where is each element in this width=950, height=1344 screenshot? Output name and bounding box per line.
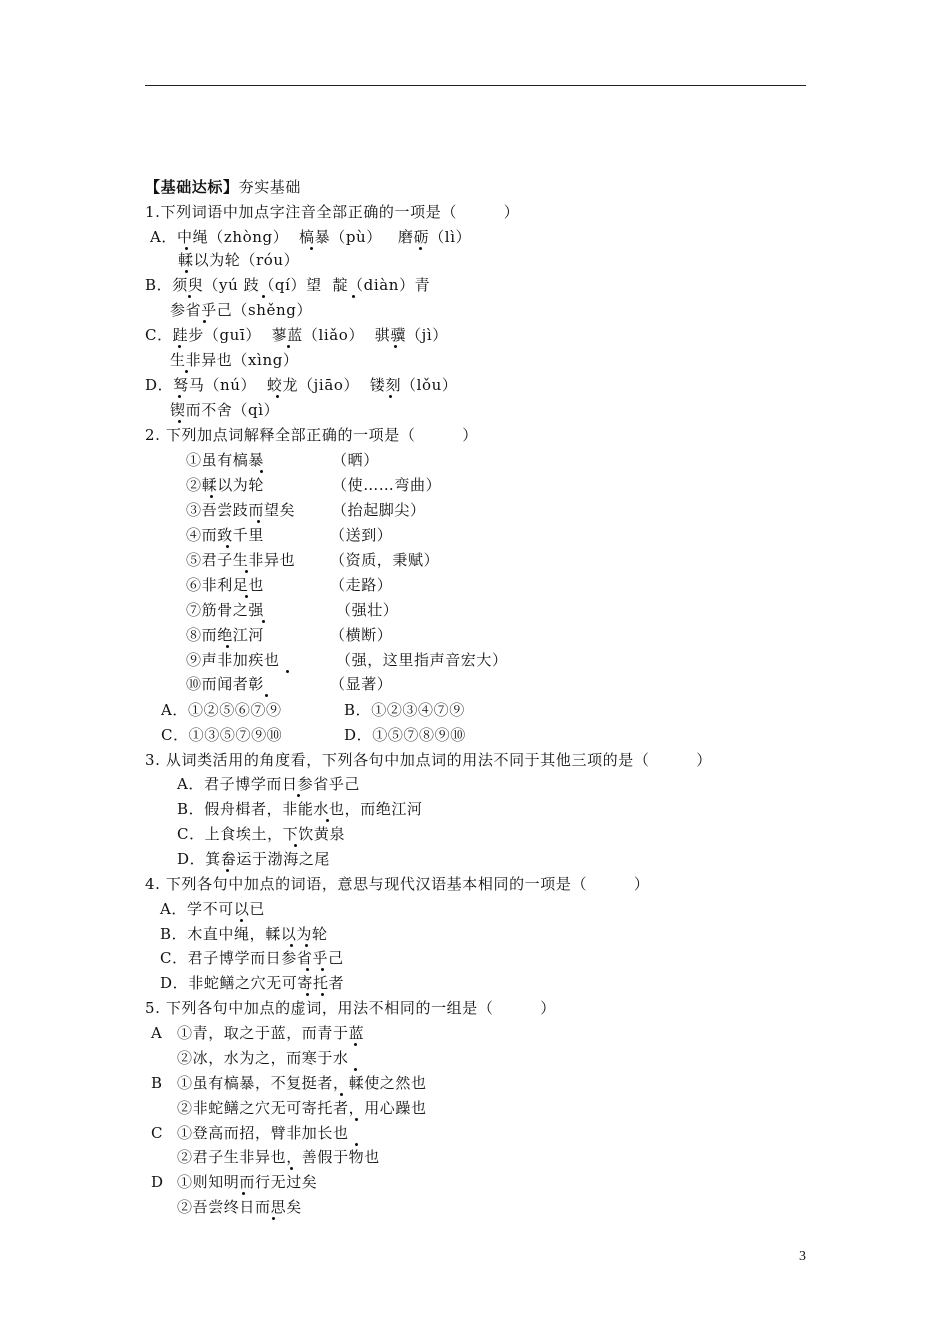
q2-item-text: ①虽有槁暴 (186, 451, 265, 469)
q2-option-d: D．①⑤⑦⑧⑨⑩ (344, 726, 466, 744)
emphasis-dot (257, 520, 260, 523)
emphasis-dot (185, 247, 188, 250)
q2-item-gloss: （强壮） (336, 601, 399, 619)
emphasis-dot (355, 1143, 358, 1146)
q4-option-c: C．君子博学而日参省乎己 (160, 949, 344, 967)
q2-item-text: ②輮以为轮 (186, 476, 265, 494)
section-heading (145, 177, 301, 197)
q1-option-b-line2: 参省乎己（shěng） (170, 301, 313, 319)
q2-item-text: ④而致千里 (186, 526, 265, 544)
q2-item-gloss: （横断） (330, 626, 393, 644)
emphasis-dot (419, 247, 422, 250)
emphasis-dot (262, 295, 265, 298)
q5-option-b-line2: ②非蛇鳝之穴无可寄托者，用心躁也 (177, 1099, 427, 1117)
q2-item-text: ⑨声非加疾也 (186, 651, 280, 669)
emphasis-dot (394, 345, 397, 348)
q2-item-gloss: （走路） (330, 576, 393, 594)
emphasis-dot (290, 944, 293, 947)
q5-option-label: C (151, 1124, 164, 1142)
emphasis-dot (245, 595, 248, 598)
emphasis-dot (310, 247, 313, 250)
emphasis-dot (203, 320, 206, 323)
emphasis-dot (321, 968, 324, 971)
emphasis-dot (294, 844, 297, 847)
q2-item-gloss: （送到） (330, 526, 393, 544)
q5-option-label: B (151, 1074, 163, 1092)
emphasis-dot (265, 694, 268, 697)
q3-option-d: D．箕畚运于渤海之尾 (177, 850, 331, 868)
emphasis-dot (290, 1167, 293, 1170)
q2-item-gloss: （资质，秉赋） (330, 551, 440, 569)
emphasis-dot (352, 295, 355, 298)
emphasis-dot (226, 645, 229, 648)
q3-option-c: C．上食埃土，下饮黄泉 (177, 825, 346, 843)
q2-item-gloss: （强，这里指声音宏大） (336, 651, 508, 669)
emphasis-dot (286, 670, 289, 673)
emphasis-dot (326, 819, 329, 822)
q2-item-text: ⑩而闻者彰 (186, 675, 265, 693)
emphasis-dot (272, 1217, 275, 1220)
emphasis-dot (185, 270, 188, 273)
emphasis-dot (321, 993, 324, 996)
emphasis-dot (354, 1068, 357, 1071)
q5-option-a-line2: ②冰，水为之，而寒于水 (177, 1049, 349, 1067)
emphasis-dot (276, 395, 279, 398)
emphasis-dot (226, 869, 229, 872)
q5-option-d-line2: ②吾尝终日而思矣 (177, 1198, 302, 1216)
q3-option-a: A．君子博学而日参省乎己 (177, 775, 361, 793)
q5-option-c-line1: ①登高而招，臂非加长也 (177, 1124, 349, 1142)
q4-option-d: D．非蛇鳝之穴无可寄托者 (160, 974, 345, 992)
q2-item-text: ⑤君子生非异也 (186, 551, 296, 569)
q1-option-c-line2: 生非异也（xìng） (170, 351, 299, 369)
q1-option-a-line1: A．中绳（zhòng） 槁暴（pù） 磨砺（lì） (150, 228, 472, 246)
section-subtitle: 夯实基础 (238, 178, 302, 196)
q2-option-b: B．①②③④⑦⑨ (344, 701, 465, 719)
emphasis-dot (306, 968, 309, 971)
emphasis-dot (210, 495, 213, 498)
q5-stem: 5. 下列各句中加点的虚词，用法不相同的一组是（ ） (145, 999, 556, 1017)
page-number: 3 (799, 1249, 806, 1264)
q5-option-a-line1: ①青，取之于蓝，而青于蓝 (177, 1024, 365, 1042)
q4-option-b: B．木直中绳，輮以为轮 (160, 925, 328, 943)
emphasis-dot (260, 470, 263, 473)
emphasis-dot (178, 345, 181, 348)
q2-item-text: ③吾尝跂而望矣 (186, 501, 296, 519)
q4-stem: 4. 下列各句中加点的词语，意思与现代汉语基本相同的一项是（ ） (145, 875, 650, 893)
q2-item-gloss: （晒） (332, 451, 379, 469)
q1-stem: 1.下列词语中加点字注音全部正确的一项是（ ） (145, 203, 520, 221)
q5-option-label: D (151, 1173, 164, 1191)
q2-option-c: C．①③⑤⑦⑨⑩ (161, 726, 283, 744)
q1-option-c-line1: C．跬步（guī） 蓼蓝（liǎo） 骐骥（jì） (145, 326, 448, 344)
emphasis-dot (354, 1043, 357, 1046)
q5-option-label: A (151, 1024, 163, 1042)
q2-item-gloss: （抬起脚尖） (332, 501, 426, 519)
emphasis-dot (245, 570, 248, 573)
emphasis-dot (188, 295, 191, 298)
q4-option-a: A．学不可以已 (160, 900, 266, 918)
emphasis-dot (287, 345, 290, 348)
emphasis-dot (242, 1192, 245, 1195)
emphasis-dot (240, 919, 243, 922)
q1-option-d-line1: D．驽马（nú） 蛟龙（jiāo） 镂刻（lǒu） (145, 376, 458, 394)
q1-option-d-line2: 锲而不舍（qì） (170, 401, 280, 419)
emphasis-dot (226, 545, 229, 548)
emphasis-dot (389, 395, 392, 398)
q5-option-c-line2: ②君子生非异也，善假于物也 (177, 1148, 380, 1166)
q2-item-gloss: （显著） (330, 675, 393, 693)
emphasis-dot (185, 370, 188, 373)
emphasis-dot (340, 1093, 343, 1096)
q5-option-b-line1: ①虽有槁暴，不复挺者，輮使之然也 (177, 1074, 427, 1092)
header-rule (145, 85, 806, 86)
emphasis-dot (306, 993, 309, 996)
emphasis-dot (305, 944, 308, 947)
q5-option-d-line1: ①则知明而行无过矣 (177, 1173, 318, 1191)
q2-option-a: A．①②⑤⑥⑦⑨ (161, 701, 282, 719)
emphasis-dot (178, 420, 181, 423)
q2-item-text: ⑥非利足也 (186, 576, 265, 594)
q2-stem: 2. 下列加点词解释全部正确的一项是（ ） (145, 426, 478, 444)
q3-stem: 3. 从词类活用的角度看，下列各句中加点词的用法不同于其他三项的是（ ） (145, 751, 712, 769)
q2-item-text: ⑦筋骨之强 (186, 601, 265, 619)
q1-option-a-line2: 輮以为轮（róu） (178, 251, 300, 269)
emphasis-dot (262, 620, 265, 623)
q1-option-b-line1: B．须臾（yú 跂（qí）望 靛（diàn）青 (145, 276, 431, 294)
emphasis-dot (178, 395, 181, 398)
emphasis-dot (297, 794, 300, 797)
q3-option-b: B．假舟楫者，非能水也，而绝江河 (177, 800, 423, 818)
section-bracket-title: 【基础达标】 (145, 178, 239, 196)
emphasis-dot (355, 1118, 358, 1121)
q2-item-gloss: （使……弯曲） (332, 476, 442, 494)
q2-item-text: ⑧而绝江河 (186, 626, 265, 644)
